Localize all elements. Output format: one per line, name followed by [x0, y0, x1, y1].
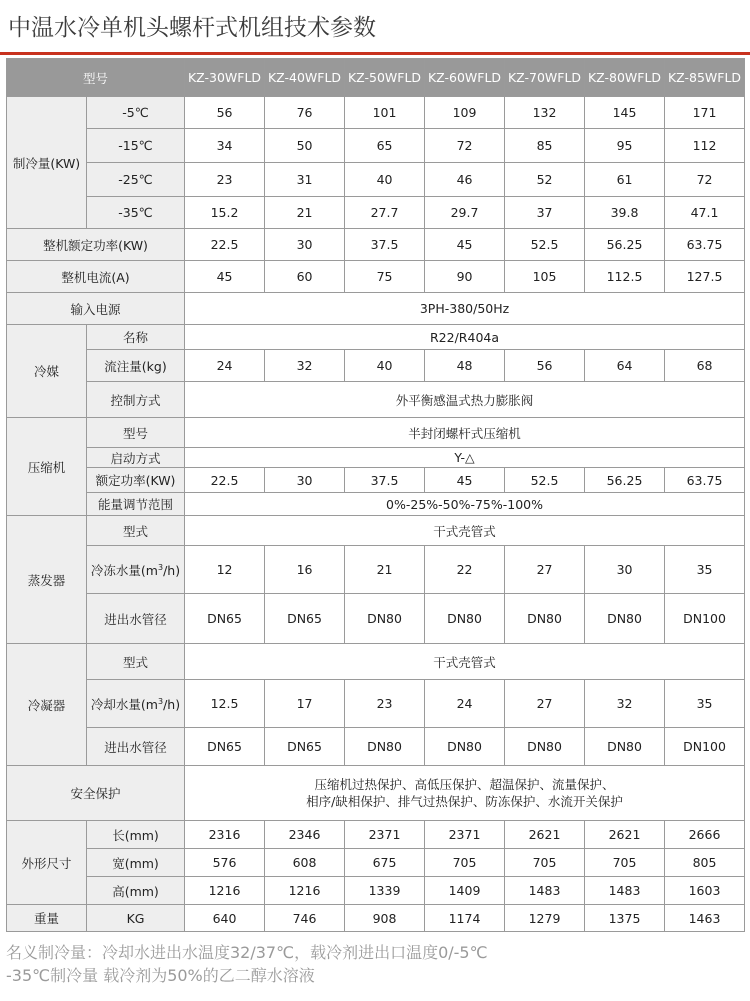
safety-line: 相序/缺相保护、排气过热保护、防冻保护、水流开关保护: [306, 794, 623, 809]
page-title: 中温水冷单机头螺杆式机组技术参数: [8, 15, 376, 41]
start-method-value: Y-△: [185, 448, 745, 468]
evaporator-type-value: 干式壳管式: [185, 516, 745, 546]
cell: 21: [265, 197, 345, 229]
cell: DN80: [345, 728, 425, 766]
dimensions-label: 外形尺寸: [7, 821, 87, 905]
header-row: [7, 59, 745, 97]
cell: 52: [505, 163, 585, 197]
cell: 1174: [425, 905, 505, 932]
cell: 576: [185, 849, 265, 877]
model-header: KZ-50WFLD: [345, 59, 425, 97]
cell: 56: [185, 97, 265, 129]
weight-unit: KG: [87, 905, 185, 932]
cooling-condition: -25℃: [87, 163, 185, 197]
evaporator-pipe-label: 进出水管径: [87, 594, 185, 644]
cell: 45: [425, 229, 505, 261]
cell: DN80: [425, 728, 505, 766]
cell: 109: [425, 97, 505, 129]
footnote-line: 名义制冷量：冷却水进出水温度32/37℃，载冷剂进出口温度0/-5℃: [6, 943, 488, 962]
cell: 705: [585, 849, 665, 877]
cell: DN80: [345, 594, 425, 644]
capacity-range-value: 0%-25%-50%-75%-100%: [185, 493, 745, 516]
cell: 2621: [505, 821, 585, 849]
cell: 805: [665, 849, 745, 877]
safety-line: 压缩机过热保护、高低压保护、超温保护、流量保护、: [314, 777, 615, 792]
cell: 27.7: [345, 197, 425, 229]
cell: 63.75: [665, 468, 745, 493]
width-label: 宽(mm): [87, 849, 185, 877]
model-header: KZ-70WFLD: [505, 59, 585, 97]
condenser-type-value: 干式壳管式: [185, 644, 745, 680]
cell: 705: [425, 849, 505, 877]
cell: 75: [345, 261, 425, 293]
model-header: KZ-85WFLD: [665, 59, 745, 97]
cell: 145: [585, 97, 665, 129]
table-row: [7, 849, 745, 877]
cell: 1216: [265, 877, 345, 905]
footnote-line: -35℃制冷量 载冷剂为50%的乙二醇水溶液: [6, 966, 315, 985]
cell: 52.5: [505, 468, 585, 493]
cell: 24: [425, 680, 505, 728]
compressor-power-label: 额定功率(KW): [87, 468, 185, 493]
table-row: [7, 197, 745, 229]
compressor-type-label: 型号: [87, 418, 185, 448]
cell: 29.7: [425, 197, 505, 229]
table-row: [7, 382, 745, 418]
cell: 40: [345, 350, 425, 382]
evaporator-label: 蒸发器: [7, 516, 87, 644]
cooling-water-flow-label: 冷却水量$(m^3/h)$: [87, 680, 185, 728]
table-row: [7, 229, 745, 261]
cell: 12: [185, 546, 265, 594]
cell: 27: [505, 680, 585, 728]
title-divider: [0, 52, 750, 55]
safety-label: 安全保护: [7, 766, 185, 821]
cell: 64: [585, 350, 665, 382]
cell: 1216: [185, 877, 265, 905]
cell: 105: [505, 261, 585, 293]
table-row: [7, 766, 745, 821]
condenser-type-label: 型式: [87, 644, 185, 680]
cell: 112.5: [585, 261, 665, 293]
rated-power-label: 整机额定功率(KW): [7, 229, 185, 261]
cell: 63.75: [665, 229, 745, 261]
cell: 76: [265, 97, 345, 129]
cell: 72: [425, 129, 505, 163]
cell: 1339: [345, 877, 425, 905]
cooling-condition: -35℃: [87, 197, 185, 229]
cell: DN80: [505, 594, 585, 644]
table-row: [7, 468, 745, 493]
control-method-value: 外平衡感温式热力膨胀阀: [185, 382, 745, 418]
cell: 30: [265, 229, 345, 261]
compressor-label: 压缩机: [7, 418, 87, 516]
cell: 85: [505, 129, 585, 163]
condenser-label: 冷凝器: [7, 644, 87, 766]
table-row: [7, 516, 745, 546]
cell: 2371: [345, 821, 425, 849]
refrigerant-label: 冷媒: [7, 325, 87, 418]
cell: 1409: [425, 877, 505, 905]
table-row: [7, 293, 745, 325]
cell: 2666: [665, 821, 745, 849]
cell: 1463: [665, 905, 745, 932]
cell: 30: [585, 546, 665, 594]
table-row: [7, 546, 745, 594]
start-method-label: 启动方式: [87, 448, 185, 468]
table-row: [7, 325, 745, 350]
safety-value: [185, 766, 745, 821]
cell: 35: [665, 680, 745, 728]
table-row: [7, 448, 745, 468]
table-row: [7, 905, 745, 932]
cell: DN100: [665, 594, 745, 644]
table-row: [7, 418, 745, 448]
cell: 72: [665, 163, 745, 197]
cell: 1279: [505, 905, 585, 932]
cell: 24: [185, 350, 265, 382]
cell: DN80: [585, 728, 665, 766]
table-row: [7, 594, 745, 644]
cell: 23: [185, 163, 265, 197]
table-row: [7, 877, 745, 905]
cell: 2316: [185, 821, 265, 849]
cell: DN65: [265, 594, 345, 644]
model-header: KZ-60WFLD: [425, 59, 505, 97]
cell: 608: [265, 849, 345, 877]
cell: 47.1: [665, 197, 745, 229]
cell: 675: [345, 849, 425, 877]
cell: 46: [425, 163, 505, 197]
cell: 2371: [425, 821, 505, 849]
cell: 65: [345, 129, 425, 163]
evaporator-type-label: 型式: [87, 516, 185, 546]
cell: 1375: [585, 905, 665, 932]
cell: 17: [265, 680, 345, 728]
cell: 23: [345, 680, 425, 728]
cell: 56: [505, 350, 585, 382]
model-header: KZ-30WFLD: [185, 59, 265, 97]
cell: 746: [265, 905, 345, 932]
cell: 1603: [665, 877, 745, 905]
cell: 21: [345, 546, 425, 594]
cell: 56.25: [585, 229, 665, 261]
cell: 68: [665, 350, 745, 382]
cell: 12.5: [185, 680, 265, 728]
cell: 95: [585, 129, 665, 163]
cell: 35: [665, 546, 745, 594]
cell: DN65: [185, 594, 265, 644]
cell: 1483: [505, 877, 585, 905]
cell: DN80: [425, 594, 505, 644]
cell: 2621: [585, 821, 665, 849]
compressor-type-value: 半封闭螺杆式压缩机: [185, 418, 745, 448]
cell: 2346: [265, 821, 345, 849]
cooling-condition: -5℃: [87, 97, 185, 129]
spec-table: [6, 58, 745, 932]
cell: 640: [185, 905, 265, 932]
cell: 61: [585, 163, 665, 197]
cell: 37: [505, 197, 585, 229]
current-label: 整机电流(A): [7, 261, 185, 293]
cell: 45: [425, 468, 505, 493]
cell: 52.5: [505, 229, 585, 261]
refrigerant-charge-label: 流注量(kg): [87, 350, 185, 382]
cell: 56.25: [585, 468, 665, 493]
table-row: [7, 97, 745, 129]
cell: 30: [265, 468, 345, 493]
cell: 31: [265, 163, 345, 197]
cell: 27: [505, 546, 585, 594]
table-row: [7, 163, 745, 197]
cell: 112: [665, 129, 745, 163]
table-row: [7, 493, 745, 516]
table-row: [7, 261, 745, 293]
cell: 101: [345, 97, 425, 129]
chilled-water-flow-label: 冷冻水量$(m^3/h)$: [87, 546, 185, 594]
model-header: KZ-80WFLD: [585, 59, 665, 97]
cell: 90: [425, 261, 505, 293]
cell: 32: [265, 350, 345, 382]
cell: 22.5: [185, 229, 265, 261]
cell: 1483: [585, 877, 665, 905]
cell: 39.8: [585, 197, 665, 229]
cell: 705: [505, 849, 585, 877]
cell: DN65: [265, 728, 345, 766]
header-model-label: 型号: [7, 59, 185, 97]
cell: 37.5: [345, 229, 425, 261]
cell: DN80: [585, 594, 665, 644]
table-row: [7, 821, 745, 849]
height-label: 高(mm): [87, 877, 185, 905]
cell: 34: [185, 129, 265, 163]
cell: 22: [425, 546, 505, 594]
power-supply-label: 输入电源: [7, 293, 185, 325]
cell: 48: [425, 350, 505, 382]
cooling-condition: -15℃: [87, 129, 185, 163]
refrigerant-name-value: R22/R404a: [185, 325, 745, 350]
cell: 16: [265, 546, 345, 594]
table-row: [7, 129, 745, 163]
cell: 127.5: [665, 261, 745, 293]
cell: 45: [185, 261, 265, 293]
cell: 60: [265, 261, 345, 293]
cell: 22.5: [185, 468, 265, 493]
cell: DN100: [665, 728, 745, 766]
cooling-capacity-label: 制冷量(KW): [7, 97, 87, 229]
cell: 50: [265, 129, 345, 163]
cell: DN65: [185, 728, 265, 766]
cell: 32: [585, 680, 665, 728]
weight-label: 重量: [7, 905, 87, 932]
length-label: 长(mm): [87, 821, 185, 849]
table-row: [7, 680, 745, 728]
capacity-range-label: 能量调节范围: [87, 493, 185, 516]
cell: 171: [665, 97, 745, 129]
control-method-label: 控制方式: [87, 382, 185, 418]
table-row: [7, 350, 745, 382]
cell: 15.2: [185, 197, 265, 229]
cell: 37.5: [345, 468, 425, 493]
cell: 40: [345, 163, 425, 197]
footnote: [6, 941, 746, 987]
cell: 908: [345, 905, 425, 932]
power-supply-value: 3PH-380/50Hz: [185, 293, 745, 325]
condenser-pipe-label: 进出水管径: [87, 728, 185, 766]
model-header: KZ-40WFLD: [265, 59, 345, 97]
cell: DN80: [505, 728, 585, 766]
table-row: [7, 728, 745, 766]
table-row: [7, 644, 745, 680]
cell: 132: [505, 97, 585, 129]
refrigerant-name-label: 名称: [87, 325, 185, 350]
